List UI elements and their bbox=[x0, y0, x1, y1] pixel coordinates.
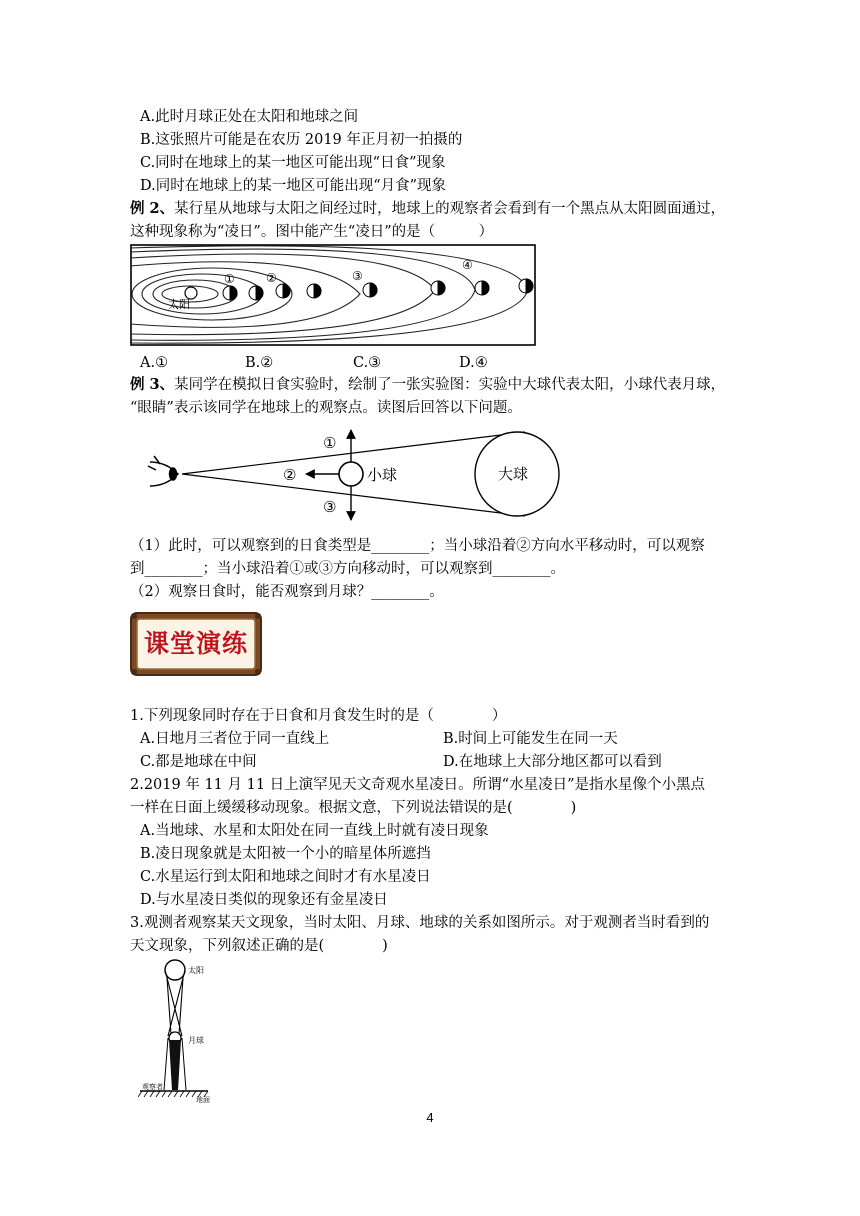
banner-text: 课堂演练 bbox=[143, 629, 248, 658]
option-a: A.此时月球正处在太阳和地球之间 bbox=[140, 109, 359, 125]
practice-q2-stem2: 一样在日面上缓缓移动现象。根据文意，下列说法错误的是( ) bbox=[130, 800, 577, 816]
practice-q1-option-d: D.在地球上大部分地区都可以看到 bbox=[443, 754, 662, 770]
example2-label: 例 2、 bbox=[130, 200, 175, 217]
ground-label: 地面 bbox=[196, 1096, 210, 1104]
sun-moon-earth-figure bbox=[138, 958, 230, 1104]
eye-icon bbox=[148, 456, 178, 486]
practice-q2-option-c: C.水星运行到太阳和地球之间时才有水星凌日 bbox=[140, 869, 431, 885]
practice-q3-stem1: 3.观测者观察某天文现象，当时太阳、月球、地球的关系如图所示。对于观测者当时看到的 bbox=[130, 915, 710, 931]
page-number: 4 bbox=[426, 1110, 434, 1125]
sun-label: 太阳 bbox=[188, 966, 204, 975]
practice-q1-option-c: C.都是地球在中间 bbox=[140, 754, 257, 770]
sun-label: 太阳 bbox=[168, 298, 190, 311]
marker-1: ① bbox=[224, 272, 235, 286]
example2-option-b: B.② bbox=[245, 355, 274, 371]
example3-sub2: （2）观察日食时，能否观察到月球？________。 bbox=[130, 584, 444, 600]
practice-q1-option-b: B.时间上可能发生在同一天 bbox=[443, 731, 618, 747]
practice-q2-option-d: D.与水星凌日类似的现象还有金星凌日 bbox=[140, 892, 388, 908]
practice-q1-stem: 1.下列现象同时存在于日食和月食发生时的是（ ） bbox=[130, 708, 507, 724]
example3-label: 例 3、 bbox=[130, 376, 175, 393]
example3-sub1-line1: （1）此时，可以观察到的日食类型是________；当小球沿着②方向水平移动时，可以观察 bbox=[130, 538, 705, 554]
small-ball-label: 小球 bbox=[367, 466, 398, 484]
section-banner bbox=[128, 610, 264, 678]
example2-line1: 例 2、某行星从地球与太阳之间经过时，地球上的观察者会看到有一个黑点从太阳圆面通过， bbox=[130, 200, 726, 217]
example2-option-c: C.③ bbox=[353, 355, 382, 371]
small-ball bbox=[339, 462, 363, 486]
practice-q3-stem2: 天文现象，下列叙述正确的是( ) bbox=[130, 938, 388, 954]
moon-label: 月球 bbox=[188, 1036, 204, 1045]
marker-4: ④ bbox=[462, 258, 473, 272]
option-c: C.同时在地球上的某一地区可能出现“日食”现象 bbox=[140, 155, 446, 171]
practice-q2-stem1: 2.2019 年 11 月 11 日上演罕见天文奇观水星凌日。所谓“水星凌日”是指水星像个小黑点 bbox=[130, 777, 706, 793]
observer-label: 观察者 bbox=[142, 1083, 163, 1091]
transit-orbit-figure bbox=[130, 244, 536, 346]
eclipse-simulation-figure bbox=[140, 426, 560, 528]
marker-2: ② bbox=[266, 271, 277, 285]
sun-circle bbox=[165, 960, 185, 980]
practice-q1-option-a: A.日地月三者位于同一直线上 bbox=[140, 731, 330, 747]
example2-option-a: A.① bbox=[140, 355, 169, 371]
practice-q2-option-b: B.凌日现象就是太阳被一个小的暗星体所遮挡 bbox=[140, 846, 431, 862]
marker-3: ③ bbox=[352, 269, 363, 283]
example3-sub1-line2: 到________；当小球沿着①或③方向移动时，可以观察到________。 bbox=[130, 561, 565, 577]
example2-option-d: D.④ bbox=[459, 355, 488, 371]
example2-options bbox=[0, 352, 860, 374]
direction-3: ③ bbox=[323, 498, 337, 516]
example3-line2: “眼睛”表示该同学在地球上的观察点。读图后回答以下问题。 bbox=[130, 400, 522, 416]
direction-1: ① bbox=[323, 434, 337, 452]
option-b: B.这张照片可能是在农历 2019 年正月初一拍摄的 bbox=[140, 132, 463, 148]
example2-line2: 这种现象称为“凌日”。图中能产生“凌日”的是（ ） bbox=[130, 224, 494, 240]
big-ball-label: 大球 bbox=[498, 465, 529, 483]
option-d: D.同时在地球上的某一地区可能出现“月食”现象 bbox=[140, 178, 447, 194]
direction-2: ② bbox=[283, 466, 297, 484]
practice-q2-option-a: A.当地球、水星和太阳处在同一直线上时就有凌日现象 bbox=[140, 823, 489, 839]
example3-line1: 例 3、某同学在模拟日食实验时，绘制了一张实验图：实验中大球代表太阳，小球代表月球， bbox=[130, 376, 726, 393]
